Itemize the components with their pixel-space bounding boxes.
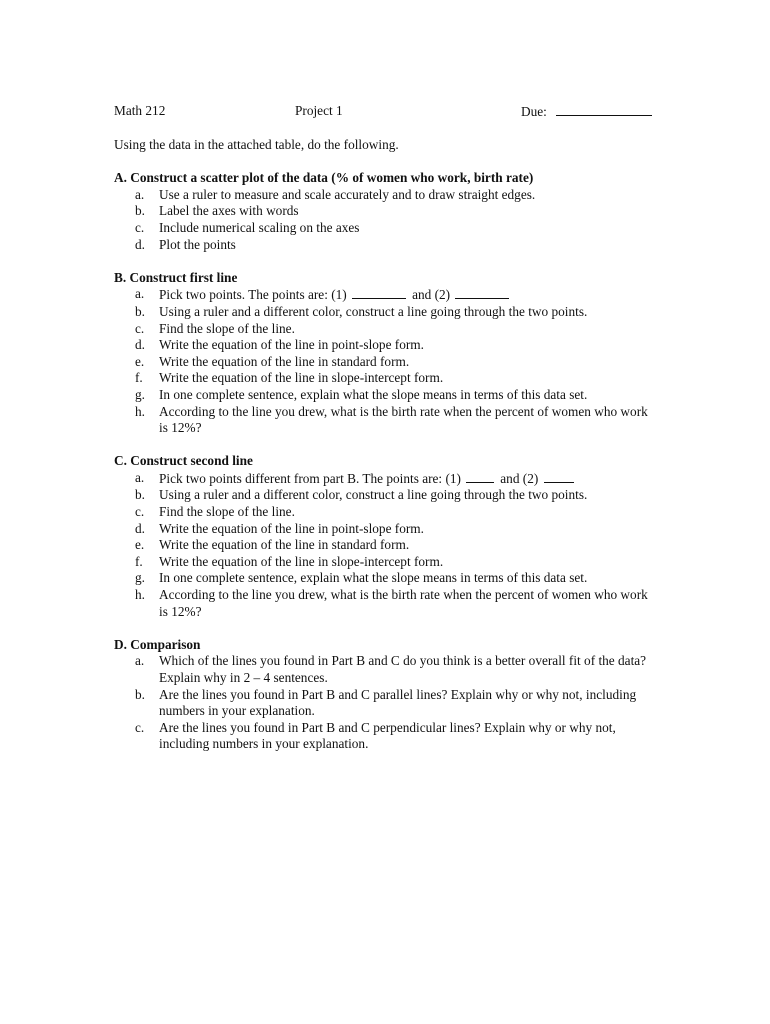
- list-item: [114, 653, 659, 686]
- list-item: [114, 237, 659, 254]
- course-name: Math 212: [114, 103, 166, 118]
- item-text: Using a ruler and a different color, construct a line going through the two points.: [159, 303, 588, 319]
- list-item: [114, 354, 659, 371]
- item-letter: f.: [135, 553, 143, 569]
- section-b-title: B. Construct first line: [114, 269, 238, 285]
- item-text: Are the lines you found in Part B and C parallel lines? Explain why or why not, including numbers in your explanation.: [159, 686, 637, 719]
- project-title: Project 1: [295, 103, 343, 118]
- list-item: [114, 387, 659, 404]
- item-letter: d.: [135, 337, 145, 353]
- list-item: [114, 720, 659, 753]
- section-c: [114, 453, 659, 620]
- item-letter: b.: [135, 303, 145, 319]
- list-item: [114, 187, 659, 204]
- list-item: [114, 404, 659, 437]
- item-letter: c.: [135, 719, 145, 735]
- list-item: [114, 470, 659, 488]
- section-c-list: [114, 470, 659, 620]
- item-text: Pick two points. The points are: (1): [159, 287, 347, 303]
- item-text: Find the slope of the line.: [159, 504, 295, 520]
- item-text: Write the equation of the line in standard form.: [159, 537, 410, 553]
- item-letter: c.: [135, 320, 145, 336]
- point-2-blank: [544, 470, 574, 483]
- item-text: In one complete sentence, explain what the slope means in terms of this data set.: [159, 570, 588, 586]
- item-letter: e.: [135, 353, 145, 369]
- list-item: [114, 321, 659, 338]
- due-date-blank: [556, 103, 652, 116]
- item-letter: c.: [135, 219, 145, 235]
- section-d-title: D. Comparison: [114, 636, 201, 652]
- list-item: [114, 370, 659, 387]
- due-date-field: [521, 103, 652, 120]
- section-d: [114, 637, 659, 753]
- section-a: [114, 170, 659, 253]
- item-text: According to the line you drew, what is the birth rate when the percent of women who work is 12%?: [159, 587, 648, 619]
- item-letter: a.: [135, 186, 145, 202]
- item-text: Write the equation of the line in standard form.: [159, 353, 410, 369]
- item-letter: g.: [135, 386, 145, 402]
- list-item: [114, 487, 659, 504]
- section-d-list: [114, 653, 659, 753]
- section-b: [114, 270, 659, 437]
- item-letter: a.: [135, 469, 145, 485]
- item-text: Plot the points: [159, 236, 236, 252]
- list-item: [114, 220, 659, 237]
- item-letter: h.: [135, 587, 145, 603]
- item-text: Use a ruler to measure and scale accurately and to draw straight edges.: [159, 186, 536, 202]
- document-page: [114, 103, 659, 753]
- item-letter: c.: [135, 504, 145, 520]
- item-letter: b.: [135, 487, 145, 503]
- section-a-list: [114, 187, 659, 253]
- list-item: [114, 537, 659, 554]
- item-text: Write the equation of the line in slope-intercept form.: [159, 553, 444, 569]
- item-letter: b.: [135, 203, 145, 219]
- document-header: [114, 103, 659, 120]
- item-letter: e.: [135, 537, 145, 553]
- list-item: [114, 570, 659, 587]
- point-2-blank: [455, 286, 509, 299]
- item-text: Write the equation of the line in point-slope form.: [159, 337, 424, 353]
- item-letter: d.: [135, 520, 145, 536]
- item-letter: a.: [135, 286, 145, 302]
- item-text: According to the line you drew, what is the birth rate when the percent of women who work is 12%?: [159, 403, 648, 436]
- list-item: [114, 687, 659, 720]
- item-letter: f.: [135, 370, 143, 386]
- item-letter: b.: [135, 686, 145, 702]
- list-item: [114, 203, 659, 220]
- item-text-and: and (2): [500, 470, 539, 486]
- list-item: [114, 521, 659, 538]
- item-letter: h.: [135, 403, 145, 419]
- item-letter: g.: [135, 570, 145, 586]
- list-item: [114, 587, 659, 620]
- item-text: Find the slope of the line.: [159, 320, 295, 336]
- item-letter: d.: [135, 236, 145, 252]
- item-text: Label the axes with words: [159, 203, 299, 219]
- list-item: [114, 304, 659, 321]
- section-a-title: A. Construct a scatter plot of the data (% of women who work, birth rate): [114, 170, 534, 186]
- item-letter: a.: [135, 653, 145, 669]
- due-label: Due:: [521, 104, 547, 119]
- list-item: [114, 337, 659, 354]
- item-text: Write the equation of the line in point-slope form.: [159, 520, 424, 536]
- item-text-and: and (2): [412, 287, 451, 303]
- item-text: Write the equation of the line in slope-intercept form.: [159, 370, 444, 386]
- item-text: Pick two points different from part B. The points are: (1): [159, 470, 461, 486]
- item-text: Include numerical scaling on the axes: [159, 219, 360, 235]
- instructions-intro: Using the data in the attached table, do the following.: [114, 137, 399, 152]
- list-item: [114, 554, 659, 571]
- list-item: [114, 504, 659, 521]
- list-item: [114, 286, 659, 304]
- item-text: Are the lines you found in Part B and C perpendicular lines? Explain why or why not, including numbers in your explanation.: [159, 719, 616, 752]
- point-1-blank: [466, 470, 494, 483]
- point-1-blank: [352, 286, 406, 299]
- item-text: Which of the lines you found in Part B and C do you think is a better overall fit of the data? Explain why in 2 – 4 sentences.: [159, 653, 647, 685]
- item-text: Using a ruler and a different color, construct a line going through the two points.: [159, 487, 588, 503]
- section-c-title: C. Construct second line: [114, 453, 253, 469]
- section-b-list: [114, 286, 659, 436]
- item-text: In one complete sentence, explain what the slope means in terms of this data set.: [159, 386, 588, 402]
